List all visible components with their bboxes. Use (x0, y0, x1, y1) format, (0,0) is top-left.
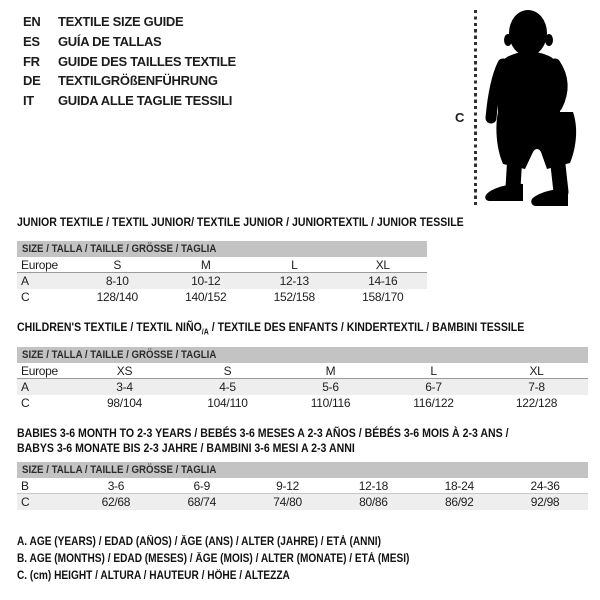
title-post: / TEXTILE DES ENFANTS / KINDERTEXTIL / BAMBINI TESSILE (208, 320, 525, 334)
table-cell: M (325, 363, 336, 378)
table-cell: 86/92 (444, 495, 474, 509)
language-code: ES (23, 34, 40, 50)
table-cell: 122/128 (515, 396, 558, 410)
row-label: A (21, 274, 29, 288)
table-cell: 3-6 (107, 478, 125, 493)
legend-line-b (17, 553, 463, 570)
size-header-bar (17, 462, 588, 478)
guide-title-it: GUIDA ALLE TAGLIE TESSILI (58, 93, 233, 109)
guide-title-de: TEXTILGRÖßENFÜHRUNG (58, 73, 218, 89)
table-row-europe (17, 257, 427, 273)
size-header-text: SIZE / TALLA / TAILLE / GRÖSSE / TAGLIA (22, 349, 217, 361)
table-cell: 3-4 (116, 380, 133, 394)
size-header-text: SIZE / TALLA / TAILLE / GRÖSSE / TAGLIA (22, 464, 217, 476)
table-row-height (17, 395, 588, 411)
table-cell: 10-12 (191, 274, 221, 288)
junior-section-title (17, 215, 525, 230)
table-row-age (17, 379, 588, 395)
table-cell: 110/116 (310, 396, 351, 410)
guide-title-es: GUÍA DE TALLAS (58, 34, 162, 50)
table-row-europe (17, 363, 588, 379)
size-header-bar (17, 347, 588, 363)
babies-title-line2: BABYS 3-6 MONATE BIS 2-3 JAHRE / BAMBINI 3-6 MESI A 2-3 ANNI (17, 441, 355, 455)
table-row-age (17, 273, 427, 289)
table-cell: M (200, 257, 211, 272)
size-header-text: SIZE / TALLA / TAILLE / GRÖSSE / TAGLIA (22, 243, 217, 255)
size-header-bar (17, 241, 427, 257)
language-title-list (23, 12, 236, 110)
table-cell: 116/122 (413, 396, 454, 410)
table-cell: 140/152 (185, 290, 227, 304)
language-code: DE (23, 73, 41, 89)
table-cell: 6-9 (193, 478, 210, 493)
babies-title-line1: BABIES 3-6 MONTH TO 2-3 YEARS / BEBÉS 3-6 MESES A 2-3 AÑOS / BÉBÉS 3-6 MOIS À 2-3 ANS / (17, 426, 509, 440)
table-cell: 6-7 (425, 380, 442, 394)
table-cell: 4-5 (219, 380, 236, 394)
babies-section-title (17, 426, 576, 456)
table-row-months (17, 478, 588, 494)
table-cell: 5-6 (322, 380, 339, 394)
table-cell: S (223, 363, 232, 378)
height-measure-label: C (455, 110, 465, 125)
table-cell: S (113, 257, 122, 272)
row-label: Europe (21, 257, 58, 272)
table-cell: 18-24 (444, 478, 474, 493)
table-cell: L (430, 363, 437, 378)
table-cell: 158/170 (362, 290, 404, 304)
title-pre: CHILDREN'S TEXTILE / TEXTIL NIÑO (17, 320, 202, 334)
language-row-fr (23, 51, 236, 71)
legend-text-a: A. AGE (YEARS) / EDAD (AÑOS) / ÂGE (ANS) / ALTER (JAHRE) / ETÀ (ANNI) (17, 536, 381, 548)
table-cell: 98/104 (107, 396, 142, 410)
table-cell: 24-36 (530, 478, 560, 493)
guide-title-en: TEXTILE SIZE GUIDE (58, 14, 184, 30)
table-row-height (17, 494, 588, 510)
babies-size-table (17, 462, 588, 510)
table-cell: 14-16 (368, 274, 398, 288)
table-cell: 7-8 (528, 380, 545, 394)
language-row-de (23, 71, 236, 91)
language-code: FR (23, 53, 40, 69)
toddler-silhouette-icon (483, 6, 595, 208)
row-label: C (21, 495, 30, 509)
children-section-title-text (17, 320, 524, 339)
table-cell: XL (529, 363, 544, 378)
table-cell: 12-13 (279, 274, 309, 288)
table-cell: 9-12 (276, 478, 299, 493)
table-cell: XL (375, 257, 390, 272)
row-label: B (21, 478, 29, 493)
table-row-height (17, 289, 427, 305)
language-row-es (23, 32, 236, 52)
row-label: A (21, 380, 29, 394)
children-section-title (17, 320, 593, 339)
table-cell: 74/80 (273, 495, 302, 509)
table-cell: 92/98 (530, 495, 560, 509)
language-row-it (23, 91, 236, 111)
guide-title-fr: GUIDE DES TAILLES TEXTILE (58, 53, 236, 69)
row-label: C (21, 290, 30, 304)
legend-text-c: C. (cm) HEIGHT / ALTURA / HAUTEUR / HÖHE / ALTEZZA (17, 570, 290, 583)
junior-size-table (17, 241, 427, 305)
junior-section-title-text: JUNIOR TEXTILE / TEXTIL JUNIOR/ TEXTILE JUNIOR / JUNIORTEXTIL / JUNIOR TESSILE (17, 215, 464, 229)
row-label: C (21, 396, 30, 410)
language-row-en (23, 12, 236, 32)
measurement-legend (17, 536, 463, 588)
table-cell: 62/68 (101, 495, 131, 509)
table-cell: 80/86 (359, 495, 388, 509)
language-code: EN (23, 14, 41, 30)
table-cell: 12-18 (358, 478, 388, 493)
legend-line-a (17, 536, 463, 553)
table-cell: 128/140 (96, 290, 138, 304)
table-cell: L (291, 257, 298, 272)
children-size-table (17, 347, 588, 411)
table-cell: 104/110 (207, 396, 248, 410)
table-cell: 152/158 (273, 290, 315, 304)
legend-line-c (17, 570, 463, 587)
title-subscript: /A (201, 327, 209, 337)
table-cell: 68/74 (187, 495, 216, 509)
height-measure-dashed-line (474, 10, 477, 208)
table-cell: 8-10 (105, 274, 129, 288)
legend-text-b: B. AGE (MONTHS) / EDAD (MESES) / ÂGE (MOIS) / ALTER (MONATE) / ETÀ (MESI) (17, 553, 410, 566)
table-cell: XS (116, 363, 133, 378)
language-code: IT (23, 93, 34, 109)
row-label: Europe (21, 363, 58, 378)
